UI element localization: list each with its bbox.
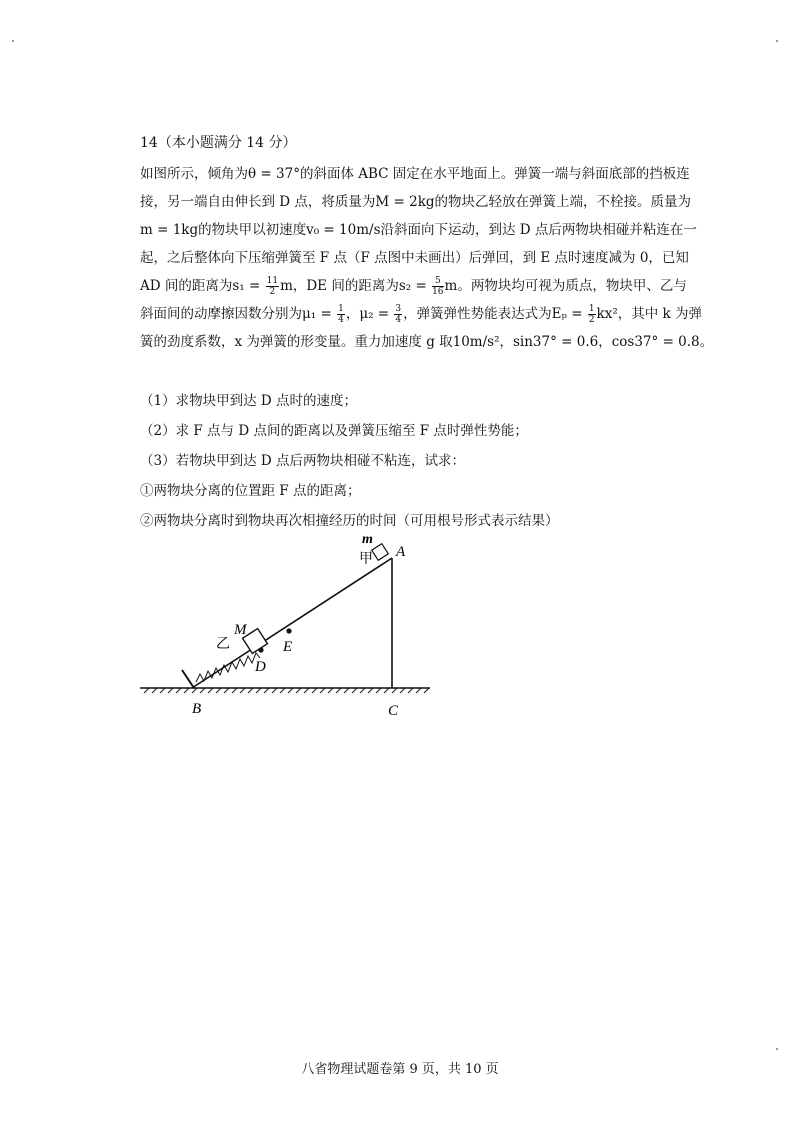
label-M: M	[234, 622, 247, 638]
scan-speck	[776, 40, 778, 42]
label-E: E	[283, 639, 293, 655]
scan-speck	[12, 40, 14, 42]
line6-text-b: ，μ₂ =	[345, 306, 394, 322]
page-footer: 八省物理试题卷第 9 页，共 10 页	[301, 1062, 499, 1077]
label-D: D	[255, 659, 266, 675]
label-yi: 乙	[216, 637, 230, 652]
line5-text-b: m，DE 间的距离为s₂ =	[280, 278, 432, 294]
line6-text-a: 斜面间的动摩擦因数分别为μ₁ =	[140, 306, 337, 322]
fraction-s1: $\frac{11}{2}$	[266, 276, 279, 297]
label-A: A	[396, 544, 406, 560]
line5-text-c: m。两物块均可视为质点，物块甲、乙与	[444, 278, 687, 294]
line5-text-a: AD 间的距离为s₁ =	[140, 278, 265, 294]
sub-question-1: （1）求物块甲到达 D 点时的速度；	[140, 393, 357, 409]
point-D	[258, 647, 263, 652]
label-jia: 甲	[359, 552, 373, 567]
question-header: 14（本小题满分 14 分）	[140, 135, 297, 151]
scan-speck	[776, 1048, 778, 1050]
sub-question-3a: ①两物块分离的位置距 F 点的距离；	[140, 483, 361, 499]
line6-text-c: ，弹簧弹性势能表达式为Eₚ =	[403, 306, 587, 322]
fraction-half: $\frac{1}{2}$	[588, 304, 595, 325]
body-line-4: 起，之后整体向下压缩弹簧至 F 点（F 点图中未画出）后弹回，到 E 点时速度减为 0，已知	[140, 250, 689, 266]
sub-question-2: （2）求 F 点与 D 点间的距离以及弹簧压缩至 F 点时弹性势能；	[140, 423, 528, 439]
incline-diagram	[130, 530, 450, 730]
body-line-6	[140, 300, 703, 328]
question-body	[140, 160, 714, 356]
block-m	[372, 544, 389, 561]
body-line-3: m = 1kg的物块甲以初速度v₀ = 10m/s沿斜面向下运动，到达 D 点后两物块相碰并粘连在一	[140, 222, 697, 238]
label-C: C	[388, 703, 399, 719]
line6-text-d: kx²，其中 k 为弹	[596, 306, 703, 322]
fraction-mu1: $\frac{1}{4}$	[338, 304, 344, 325]
body-line-5	[140, 272, 687, 300]
fraction-s2: $\frac{5}{16}$	[432, 276, 444, 297]
incline-surface	[192, 558, 392, 688]
sub-question-3: （3）若物块甲到达 D 点后两物块相碰不粘连，试求：	[140, 453, 465, 469]
label-m: m	[362, 532, 373, 547]
fraction-mu2: $\frac{3}{4}$	[395, 304, 402, 325]
body-line-7: 簧的劲度系数，x 为弹簧的形变量。重力加速度 g 取10m/s²，sin37° = 0.6，cos37° = 0.8。	[140, 334, 714, 350]
label-B: B	[192, 701, 202, 717]
point-E	[286, 628, 291, 633]
stopper-plate	[182, 670, 194, 688]
body-line-1: 如图所示，倾角为θ = 37°的斜面体 ABC 固定在水平地面上。弹簧一端与斜面底部的挡板连	[140, 166, 690, 182]
spring	[196, 653, 260, 682]
body-line-2: 接，另一端自由伸长到 D 点，将质量为M = 2kg的物块乙轻放在弹簧上端，不栓接。质量为	[140, 194, 692, 210]
sub-question-3b: ②两物块分离时到物块再次相撞经历的时间（可用根号形式表示结果）	[140, 513, 559, 529]
